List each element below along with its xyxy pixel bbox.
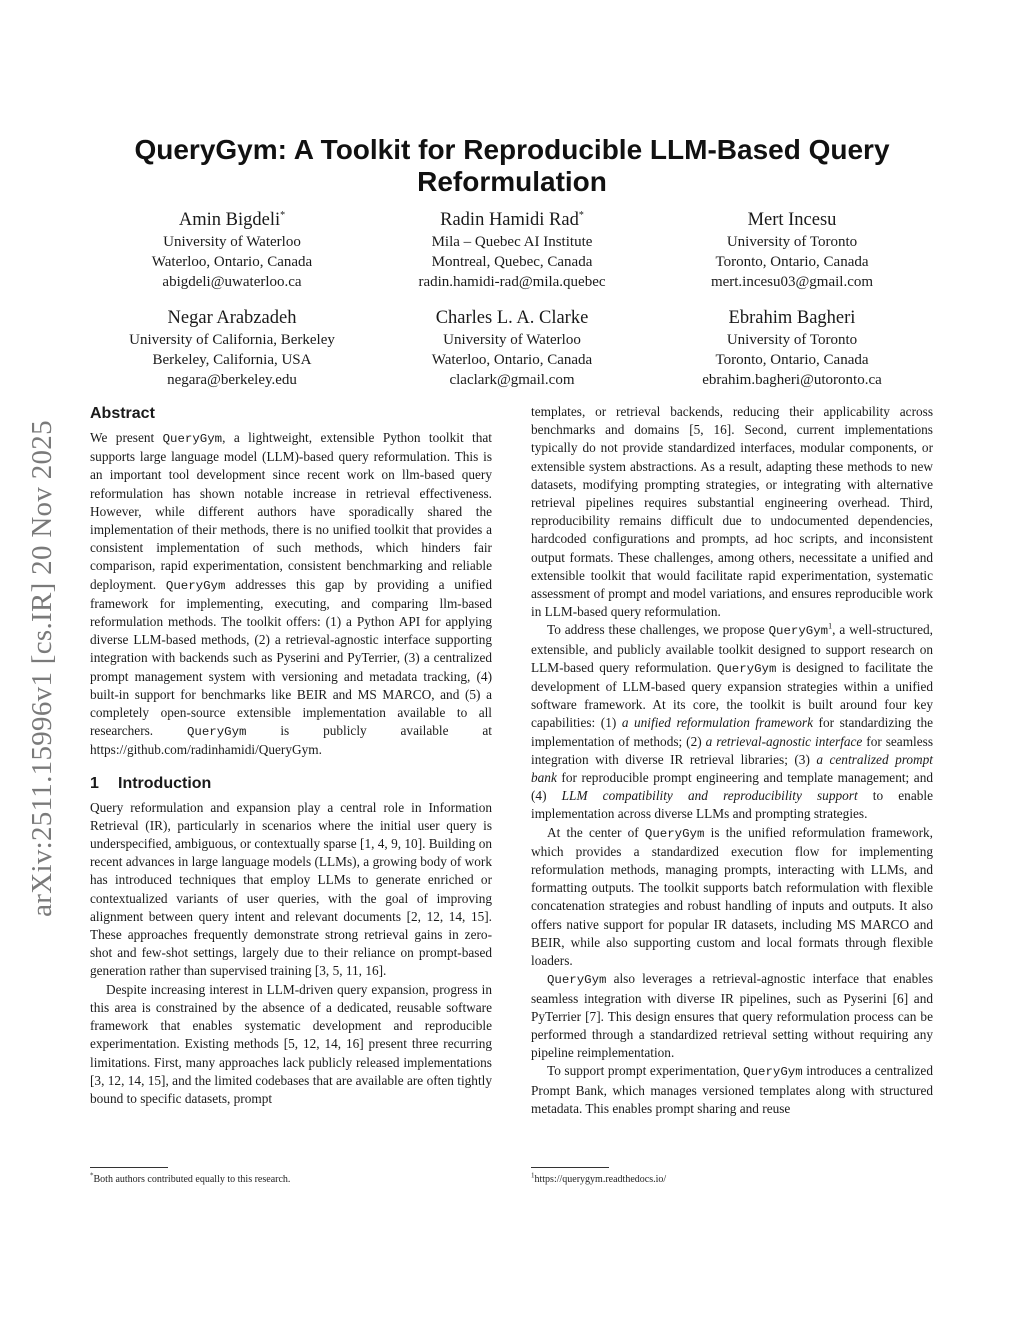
author-affiliation: University of Waterloo (443, 332, 581, 348)
author-name: Mert Incesu (747, 210, 837, 230)
footnote-right: $^1$https://querygym.readthedocs.io/ (531, 1171, 667, 1185)
author-affiliation: University of Waterloo (163, 234, 301, 250)
author-card (372, 306, 652, 390)
author-email: abigdeli@uwaterloo.ca (162, 274, 302, 290)
right-paragraph-prompt-bank: To support prompt experimentation, QueryGym introduces a centralized Prompt Bank, which manages versioned templates along with structured metadata. This enables prompt sharing and reuse (531, 1063, 933, 1116)
title-line-2: Reformulation (417, 166, 607, 197)
author-location: Berkeley, California, USA (152, 352, 312, 368)
author-card (652, 208, 932, 292)
author-name: Charles L. A. Clarke (435, 308, 589, 328)
author-name: Radin Hamidi Rad* (440, 209, 584, 230)
author-location: Toronto, Ontario, Canada (715, 254, 869, 270)
author-email: radin.hamidi-rad@mila.quebec (418, 274, 606, 290)
footnote-rule-right (531, 1167, 609, 1168)
author-name: Amin Bigdeli* (178, 209, 286, 230)
footnote-rule-left (90, 1167, 168, 1168)
footnote-left: *Both authors contributed equally to this research. (90, 1171, 291, 1185)
author-location: Montreal, Quebec, Canada (431, 254, 593, 270)
author-location: Waterloo, Ontario, Canada (151, 254, 313, 270)
right-paragraph-retrieval: QueryGym also leverages a retrieval-agnostic interface that enables seamless integration with diverse IR pipelines, such as Pyserini [6] and PyTerrier [7]. This design ensures that query reformulation process can be performed through a standardized retrieval setting without requiring any pipeline reimplementation. (531, 971, 933, 1061)
arxiv-identifier-stamp (22, 378, 62, 958)
section-number: 1 (90, 774, 99, 792)
footnote-marker: 1 (828, 622, 833, 632)
introduction-heading (90, 773, 492, 795)
author-location: Waterloo, Ontario, Canada (431, 352, 593, 368)
author-card (92, 306, 372, 390)
right-paragraph-proposal: To address these challenges, we propose QueryGym$^1$, a well-structured, extensible, and publicly available toolkit designed to support research on LLM-based query reformulation. QueryGym is designed to facilitate the development of LLM-based query expansion strategies within a unified software framework. At its core, the toolkit is built around four key capabilities: (1) a unified reformulation framework for standardizing the implementation of methods; (2) a retrieval-agnostic interface for seamless integration with diverse IR retrieval libraries; (3) a centralized prompt bank for reproducible prompt engineering and template management; and (4) LLM compatibility and reproducibility support to enable implementation across diverse LLMs and prompting strategies. (531, 622, 934, 822)
author-card (92, 208, 372, 292)
author-name: Ebrahim Bagheri (728, 308, 856, 328)
author-email: negara@berkeley.edu (167, 372, 297, 388)
author-block (92, 208, 932, 390)
right-paragraph-framework: At the center of QueryGym is the unified reformulation framework, which provides a standardized execution flow for implementing reformulation methods, managing prompts, interacting with LLMs, and formatting outputs. The toolkit supports batch reformulation with flexible concatenation strategies and robust handling of inputs and outputs. It also offers native support for popular IR datasets, including MS MARCO and BEIR, while also supporting custom and local formats through flexible loaders. (531, 824, 933, 969)
abstract-heading: Abstract (90, 405, 155, 422)
paper-title (120, 134, 904, 198)
author-affiliation: University of Toronto (726, 332, 858, 348)
author-affiliation: Mila – Quebec AI Institute (431, 234, 593, 250)
right-column (531, 403, 933, 1118)
section-title: Introduction (118, 774, 212, 792)
author-card (372, 208, 652, 292)
left-column (90, 403, 492, 1108)
author-email: mert.incesu03@gmail.com (710, 274, 874, 290)
right-paragraph-continued: templates, or retrieval backends, reducing their applicability across benchmarks and domains [5, 16]. Second, current implementations typically do not provide standardized interfaces, modular components, or extensible system abstractions. As a result, adapting these methods to new datasets, modifying prompting strategies, or integrating with alternative retrieval pipelines requires substantial engineering overhead. Third, reproducibility remains difficult due to undocumented dependencies, hardcoded configurations and prompts, ad hoc scripts, and inconsistent output formats. These challenges, among others, necessitate a unified and extensible toolkit that would facilitate rapid experimentation, systematic assessment of prompt and model variations, and ensures reproducible work in LLM-based query reformulation. (531, 404, 933, 620)
title-line-1: QueryGym: A Toolkit for Reproducible LLM-Based Query (134, 134, 890, 165)
arxiv-stamp-text: arXiv:2511.15996v1 [cs.IR] 20 Nov 2025 (25, 419, 58, 917)
intro-paragraph-2: Despite increasing interest in LLM-driven query expansion, progress in this area is constrained by the absence of a dedicated, reusable software framework that enables systematic development and reproducible experimentation. Existing methods [5, 12, 14, 16] present three recurring limitations. First, many approaches lack publicly released implementations [3, 12, 14, 15], and the limited codebases that are available are often tightly bound to specific datasets, prompt (90, 981, 492, 1106)
author-email: ebrahim.bagheri@utoronto.ca (702, 372, 882, 388)
intro-paragraph-1: Query reformulation and expansion play a central role in Information Retrieval (IR), particularly in scenarios where the initial user query is underspecified, ambiguous, or contextually sparse [1, 4, 9, 10]. Building on recent advances in large language models (LLMs), a growing body of work has introduced techniques that employ LLMs to generate enriched or contextualized variants of user queries, with the goal of improving alignment between query intent and relevant documents [2, 12, 14, 15]. These approaches frequently demonstrate strong retrieval gains in zero-shot and few-shot settings, largely due to their reliance on prompt-based generation rather than supervised training [3, 5, 11, 16]. (90, 799, 492, 979)
author-location: Toronto, Ontario, Canada (715, 352, 869, 368)
author-email: claclark@gmail.com (449, 372, 575, 388)
author-affiliation: University of Toronto (726, 234, 858, 250)
abstract-paragraph: We present QueryGym, a lightweight, extensible Python toolkit that supports large language model (LLM)-based query reformulation. This is an important tool development since recent work on llm-based query reformulation has shown notable increase in retrieval effectiveness. However, while different authors have sporadically shared the implementation of their methods, there is no unified toolkit that provides a consistent implementation of such methods, which hinders fair comparison, rapid experimentation, consistent benchmarking and reliable deployment. QueryGym addresses this gap by providing a unified framework for implementing, executing, and comparing llm-based reformulation methods. The toolkit offers: (1) a Python API for applying diverse LLM-based methods, (2) a retrieval-agnostic interface supporting integration with backends such as Pyserini and PyTerrier, (3) a centralized prompt management system with versioning and metadata tracking, (4) built-in support for benchmarks like BEIR and MS MARCO, and (5) a completely open-source extensible implementation available to all researchers. QueryGym is publicly available at https://github.com/radinhamidi/QueryGym. (90, 430, 492, 758)
author-card (652, 306, 932, 390)
author-name: Negar Arabzadeh (167, 308, 297, 328)
author-affiliation: University of California, Berkeley (129, 332, 335, 348)
